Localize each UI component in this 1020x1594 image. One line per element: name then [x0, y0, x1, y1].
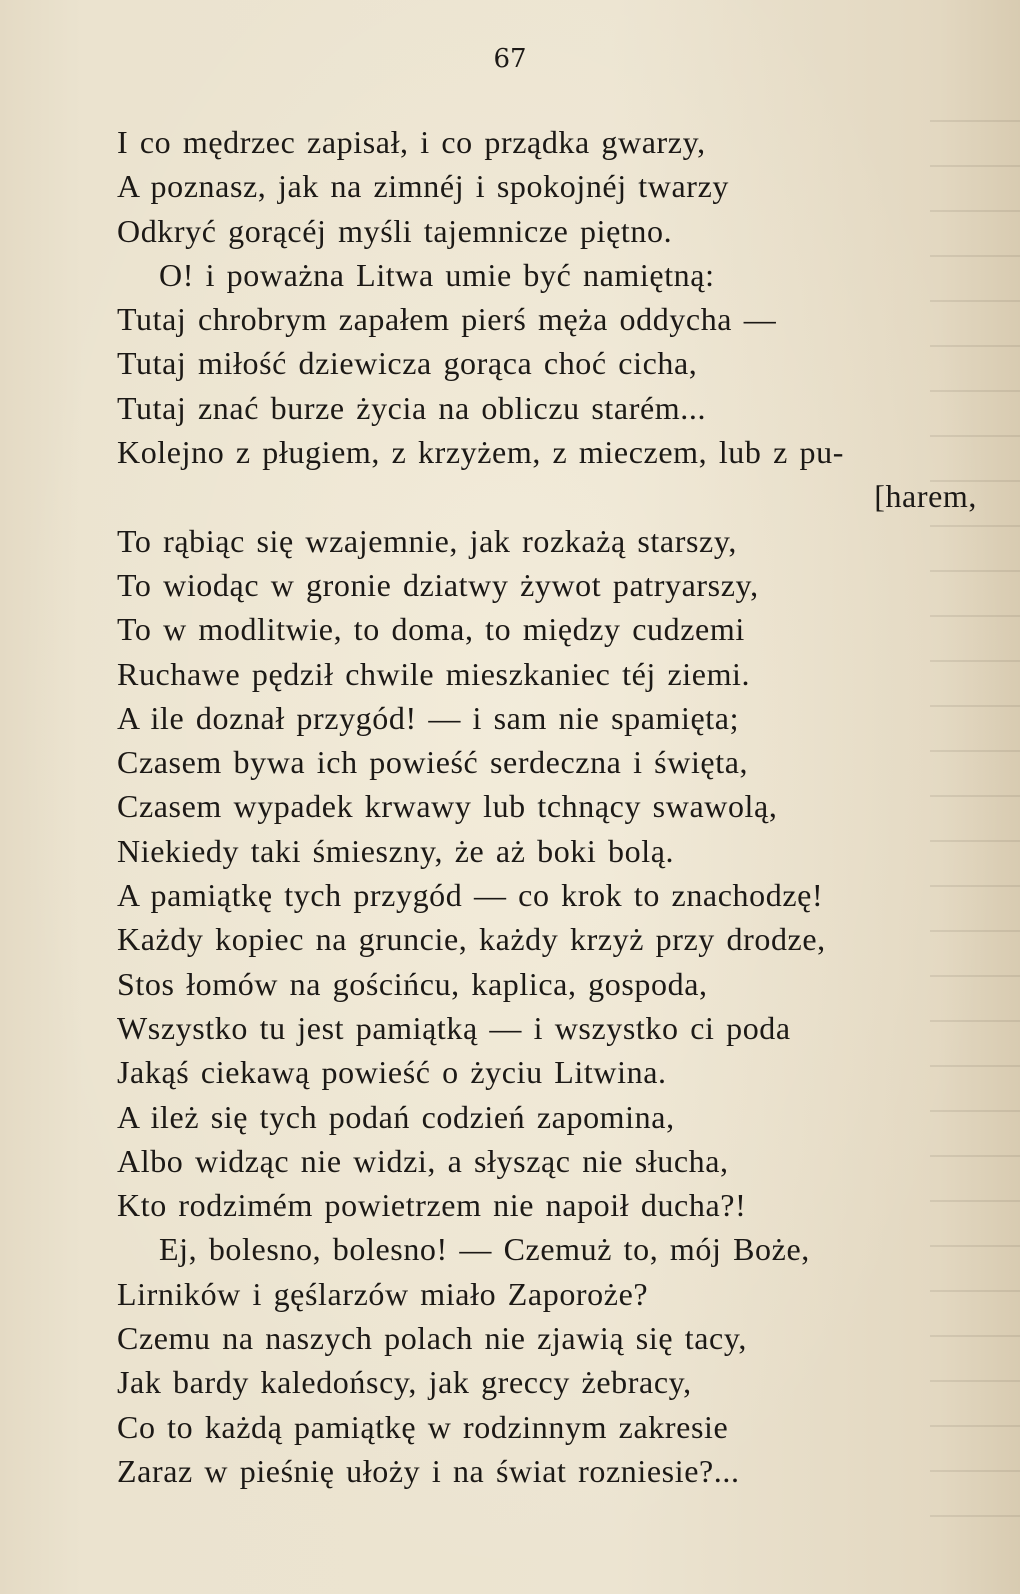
poem-line: Lirników i gęślarzów miało Zaporoże?	[117, 1275, 649, 1312]
poem-line: Albo widząc nie widzi, a słysząc nie słucha,	[117, 1142, 729, 1179]
poem-line: Jak bardy kaledońscy, jak greccy żebracy,	[117, 1364, 692, 1401]
poem-line: Każdy kopiec na gruncie, każdy krzyż przy drodze,	[117, 921, 826, 958]
poem-line: Wszystko tu jest pamiątką — i wszystko ci poda	[117, 1009, 791, 1046]
poem-line: To wiodąc w gronie dziatwy żywot patryarszy,	[117, 566, 759, 603]
poem-line: A ile doznał przygód! — i sam nie spamięta;	[117, 699, 740, 736]
poem-line: Kto rodzimém powietrzem nie napoił ducha?!	[117, 1187, 747, 1224]
poem-line: A pamiątkę tych przygód — co krok to znachodzę!	[117, 877, 824, 914]
poem-line: Czasem bywa ich powieść serdeczna i święta,	[117, 744, 749, 781]
poem-line: To rąbiąc się wzajemnie, jak rozkażą starszy,	[117, 522, 737, 559]
poem-text	[117, 120, 997, 1493]
page-number: 67	[493, 44, 527, 74]
poem-line: Odkryć gorącéj myśli tajemnicze piętno.	[117, 212, 673, 249]
poem-line: A poznasz, jak na zimnéj i spokojnéj twarzy	[117, 168, 729, 205]
poem-line: O! i poważna Litwa umie być namiętną:	[159, 256, 715, 293]
poem-line: Stos łomów na gościńcu, kaplica, gospoda,	[117, 965, 708, 1002]
poem-line: To w modlitwie, to doma, to między cudzemi	[117, 611, 745, 648]
poem-line: Zaraz w pieśnię ułoży i na świat rozniesie?...	[117, 1452, 740, 1489]
poem-line: I co mędrzec zapisał, i co prządka gwarzy,	[117, 124, 706, 160]
poem-line-continuation: [harem,	[874, 478, 977, 515]
poem-line: Ej, bolesno, bolesno! — Czemuż to, mój Boże,	[159, 1231, 810, 1268]
poem-line: Tutaj chrobrym zapałem pierś męża oddycha —	[117, 301, 777, 338]
poem-line: A ileż się tych podań codzień zapomina,	[117, 1098, 675, 1135]
poem-line: Ruchawe pędził chwile mieszkaniec téj ziemi.	[117, 655, 751, 692]
poem-line: Tutaj miłość dziewicza gorąca choć cicha,	[117, 345, 698, 382]
poem-line: Co to każdą pamiątkę w rodzinnym zakresie	[117, 1408, 729, 1445]
poem-line: Czemu na naszych polach nie zjawią się tacy,	[117, 1320, 747, 1357]
poem-line: Czasem wypadek krwawy lub tchnący swawolą,	[117, 788, 778, 825]
poem-line: Jakąś ciekawą powieść o życiu Litwina.	[117, 1054, 667, 1091]
poem-line: Kolejno z pługiem, z krzyżem, z mieczem, lub z pu-	[117, 434, 844, 471]
poem-line: Niekiedy taki śmieszny, że aż boki bolą.	[117, 832, 675, 869]
poem-line: Tutaj znać burze życia na obliczu starém...	[117, 389, 707, 426]
